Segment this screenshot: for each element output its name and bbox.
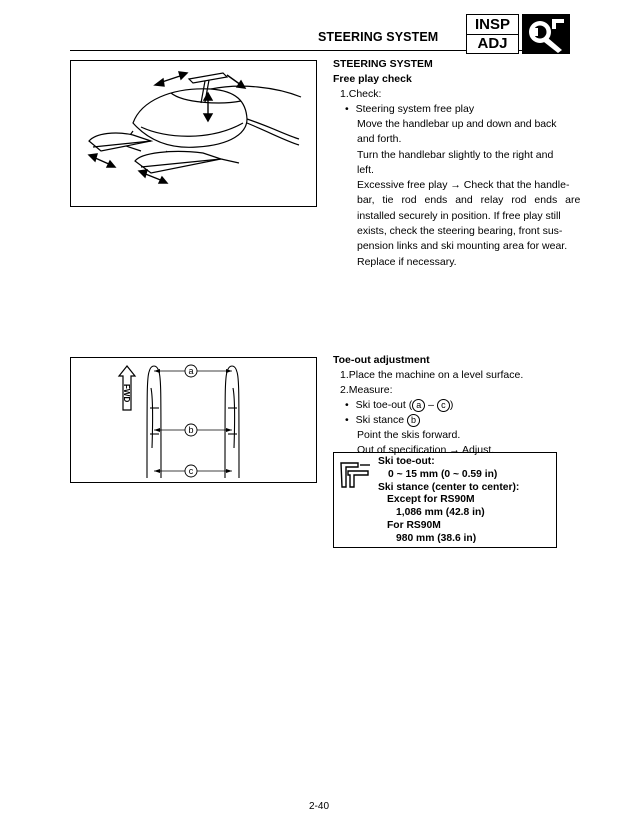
section1-line5: Excessive free play → Check that the handle-: [357, 179, 570, 192]
section2-line2: Out of specification → Adjust.: [357, 444, 495, 456]
page-header-title: STEERING SYSTEM: [318, 30, 439, 44]
toe-out-figure: [70, 357, 317, 483]
spec-stance-label: Ski stance (center to center):: [378, 481, 520, 493]
spec-for-label: For RS90M: [387, 519, 441, 531]
badge-bottom: ADJ: [477, 35, 508, 52]
toe-out-mid: –: [425, 399, 437, 411]
bullet-dot: •: [345, 103, 349, 115]
section1-step1: 1.Check:: [340, 88, 382, 100]
label-c: c: [188, 466, 194, 476]
caliper-icon: [338, 457, 372, 491]
toe-out-suffix: ): [449, 399, 454, 411]
label-b: b: [188, 425, 194, 435]
section1-line1: Move the handlebar up and down and back: [357, 118, 557, 130]
spec-toe-value: 0 ~ 15 mm (0 ~ 0.59 in): [388, 468, 498, 480]
toe-out-prefix: Ski toe-out (: [355, 399, 413, 411]
spec-toe-label: Ski toe-out:: [378, 456, 435, 467]
ref-b: b: [407, 414, 420, 427]
steering-freeplay-figure: [70, 60, 317, 207]
spec-except-label: Except for RS90M: [387, 494, 475, 506]
section2-bullet2: [345, 413, 420, 428]
section1-subheading: Free play check: [333, 73, 412, 85]
section2-step2: 2.Measure:: [340, 384, 393, 396]
wrench-gauge-icon: [522, 14, 570, 54]
page-number: 2-40: [308, 801, 329, 812]
section1-line8: exists, check the steering bearing, front sus-: [357, 225, 563, 238]
section2-heading: Toe-out adjustment: [333, 354, 430, 366]
section1-bullet1-text: Steering system free play: [355, 103, 475, 115]
fwd-label: FWD: [122, 384, 131, 403]
bullet-dot: •: [345, 414, 349, 426]
spec-box: [333, 452, 557, 548]
ref-a: a: [412, 399, 425, 412]
section2-bullet1: [345, 398, 453, 413]
section1-line6: bar, tie rod ends and relay rod ends are: [357, 194, 581, 207]
label-a: a: [188, 366, 194, 376]
ref-c: c: [437, 399, 450, 412]
section1-bullet1: [345, 102, 474, 117]
spec-for-value: 980 mm (38.6 in): [396, 532, 477, 544]
section1-line10: Replace if necessary.: [357, 255, 457, 268]
bullet-dot: •: [345, 399, 349, 411]
section1-line9: pension links and ski mounting area for wear.: [357, 240, 568, 253]
section1-line7: installed securely in position. If free play still: [357, 209, 561, 222]
section1-line2: and forth.: [357, 133, 402, 146]
ski-stance-prefix: Ski stance: [355, 414, 407, 426]
badge-top: INSP: [467, 15, 518, 35]
section1-line3: Turn the handlebar slightly to the right and: [357, 148, 554, 161]
spec-text: [378, 456, 519, 546]
section2-step1: 1.Place the machine on a level surface.: [340, 369, 524, 381]
spec-except-value: 1,086 mm (42.8 in): [396, 507, 485, 519]
insp-adj-badge: [466, 14, 519, 54]
section1-heading: STEERING SYSTEM: [333, 58, 433, 70]
section1-line4: left.: [357, 163, 374, 176]
section2-line1: Point the skis forward.: [357, 429, 461, 441]
section1-body: [357, 117, 581, 270]
